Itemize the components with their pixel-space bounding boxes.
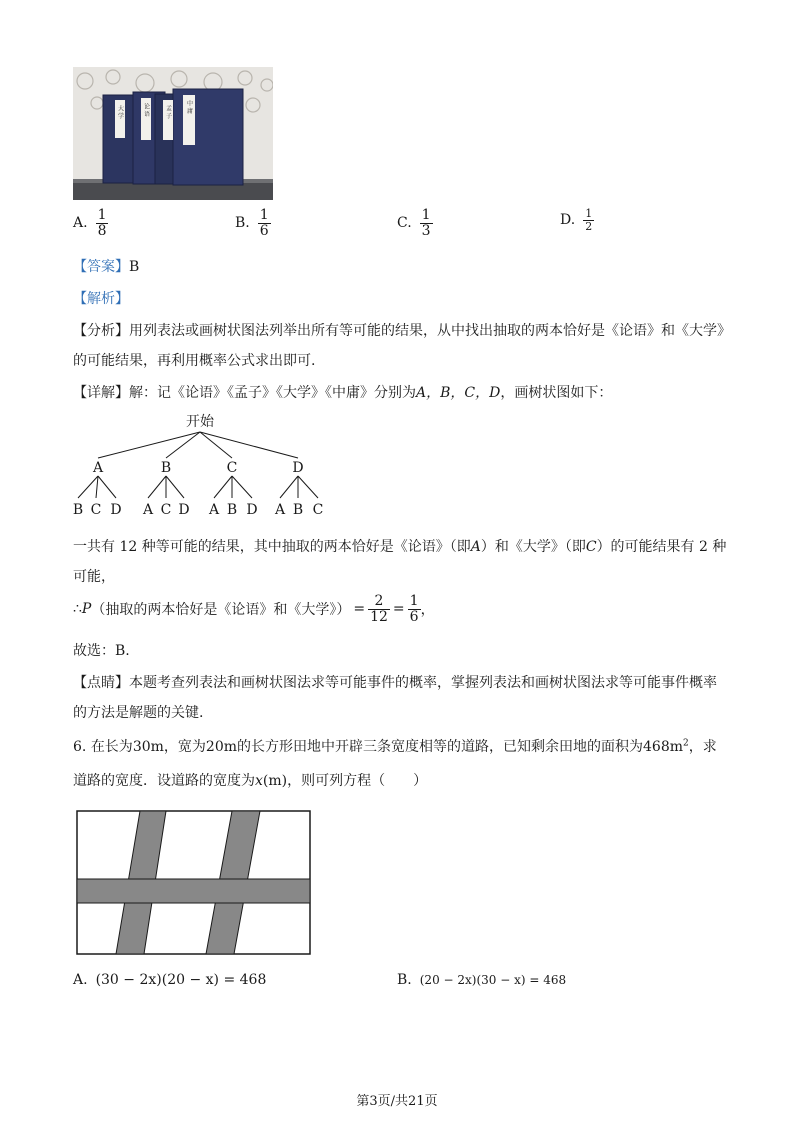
tree-diagram: [68, 410, 338, 522]
answer-value: B: [129, 259, 140, 275]
q6-line-1: [73, 736, 717, 756]
fenxi-text-1: 用列表法或画树状图法列举出所有等可能的结果，从中找出抽取的两本恰好是《论语》和《大学》: [129, 323, 731, 339]
q6-length: 30m: [132, 739, 164, 755]
tree-node-d: D: [292, 460, 304, 476]
tree-node-b: B: [160, 460, 172, 476]
option-fraction: $\frac{1}{2}$: [585, 207, 593, 233]
tree-node-a: A: [92, 460, 104, 476]
result-text: ）和《大学》（即: [480, 539, 586, 555]
result-line-1: [73, 536, 726, 556]
option-expression: (20 − 2x)(30 − x) = 468: [419, 973, 567, 987]
tree-leaf: C: [160, 502, 172, 518]
tree-leaf: D: [110, 502, 122, 518]
tree-leaf: A: [142, 502, 154, 518]
fenxi-line-1: [73, 320, 731, 340]
prob-symbol: P: [81, 601, 92, 618]
answer-line: [73, 256, 139, 276]
field-diagram: [76, 810, 312, 956]
option-letter: B.: [397, 972, 412, 988]
book-label-1: 大 学: [116, 105, 124, 119]
analysis-heading: [73, 288, 129, 308]
q6-var: x: [255, 773, 263, 789]
book-label-4: 中 庸: [185, 100, 193, 114]
q6-unit: (m): [262, 773, 288, 789]
fenxi-text-2: 的可能结果，再利用概率公式求出即可.: [73, 353, 316, 369]
tree-leaf: A: [208, 502, 220, 518]
q6-text: 道路的宽度．设道路的宽度为: [73, 773, 255, 789]
option-d[interactable]: [560, 208, 594, 232]
q6-text: ，宽为: [163, 739, 206, 755]
tree-leaf: B: [226, 502, 238, 518]
option-letter: D.: [560, 212, 576, 229]
fraction-2-12: $\frac{2}{12}$: [370, 593, 388, 625]
result-var: A: [470, 539, 481, 555]
tree-leaf: D: [178, 502, 190, 518]
dianjing-text-2: 的方法是解题的关键.: [73, 705, 204, 721]
comma: ，: [420, 602, 435, 619]
result-text: ）的可能结果有 2 种: [596, 539, 727, 555]
xiangjie-line: [73, 382, 612, 402]
option-letter: A.: [73, 972, 88, 988]
option-fraction: $\frac{1}{6}$: [259, 207, 269, 239]
option-c[interactable]: [397, 208, 433, 238]
dianjing-line-1: [73, 672, 717, 692]
option-b[interactable]: [235, 208, 271, 238]
dianjing-text-1: 本题考查列表法和画树状图法求等可能事件的概率，掌握列表法和画树状图法求等可能事件概率: [129, 675, 717, 691]
q6-text: 的长方形田地中开辟三条宽度相等的道路，已知剩余田地的面积为: [237, 739, 643, 755]
dianjing-line-2: [73, 702, 203, 722]
q6-text: 在长为: [90, 739, 133, 755]
probability-line: [73, 594, 435, 624]
choice-line: [73, 640, 130, 660]
fraction-1-6: $\frac{1}{6}$: [409, 593, 419, 625]
q6-text: ，则可列方程（ ）: [287, 773, 428, 789]
books-photo: [73, 67, 273, 200]
tree-root: 开始: [186, 414, 214, 430]
tree-leaf: B: [292, 502, 304, 518]
option-letter: B.: [235, 215, 250, 232]
tree-leaf: C: [312, 502, 324, 518]
q6-area: 468m: [643, 739, 683, 755]
choice-text: 故选：B.: [73, 643, 130, 659]
tree-leaf: D: [246, 502, 258, 518]
book-label-3: 孟 子: [164, 105, 172, 119]
dianjing-tag: 【点睛】: [73, 675, 129, 691]
result-text: 可能，: [73, 569, 115, 585]
xiangjie-text-a: 解：记《论语》《孟子》《大学》《中庸》分别为: [129, 385, 416, 401]
jiexi-tag: 【解析】: [73, 291, 129, 307]
xiangjie-vars: A，B，C，D: [416, 385, 501, 401]
result-var: C: [585, 539, 597, 555]
option-letter: C.: [397, 215, 412, 232]
option-fraction: $\frac{1}{8}$: [97, 207, 107, 239]
q6-option-b[interactable]: [397, 972, 566, 988]
tree-leaf: B: [72, 502, 84, 518]
tree-leaf: A: [274, 502, 286, 518]
result-text: 一共有 12 种等可能的结果，其中抽取的两本恰好是《论语》（即: [73, 539, 471, 555]
fenxi-line-2: [73, 350, 315, 370]
page-footer: 第3页/共21页: [356, 1094, 438, 1109]
xiangjie-text-b: ，画树状图如下：: [500, 385, 613, 401]
road-horizontal: [77, 879, 310, 903]
option-fraction: $\frac{1}{3}$: [421, 207, 431, 239]
question-number: 6.: [73, 739, 87, 755]
equals-sign: =: [353, 601, 366, 618]
fenxi-tag: 【分析】: [73, 323, 129, 339]
answer-tag: 【答案】: [73, 259, 129, 275]
option-expression: (30 − 2x)(20 − x) = 468: [95, 972, 267, 988]
q6-option-a[interactable]: [73, 972, 266, 988]
book-label-2: 论 语: [142, 103, 150, 117]
tree-leaf: C: [90, 502, 102, 518]
tree-node-c: C: [226, 460, 238, 476]
q6-width: 20m: [205, 739, 237, 755]
prob-event: （抽取的两本恰好是《论语》和《大学》）: [91, 602, 351, 619]
q6-line-2: [73, 770, 427, 790]
xiangjie-tag: 【详解】: [73, 385, 129, 401]
option-a[interactable]: [73, 208, 108, 238]
q6-area-exp: 2: [683, 738, 689, 749]
q6-text: ，求: [688, 739, 717, 755]
result-line-2: [73, 566, 115, 586]
therefore-sign: ∴: [73, 601, 82, 618]
option-letter: A.: [73, 215, 88, 232]
equals-sign: =: [392, 601, 405, 618]
